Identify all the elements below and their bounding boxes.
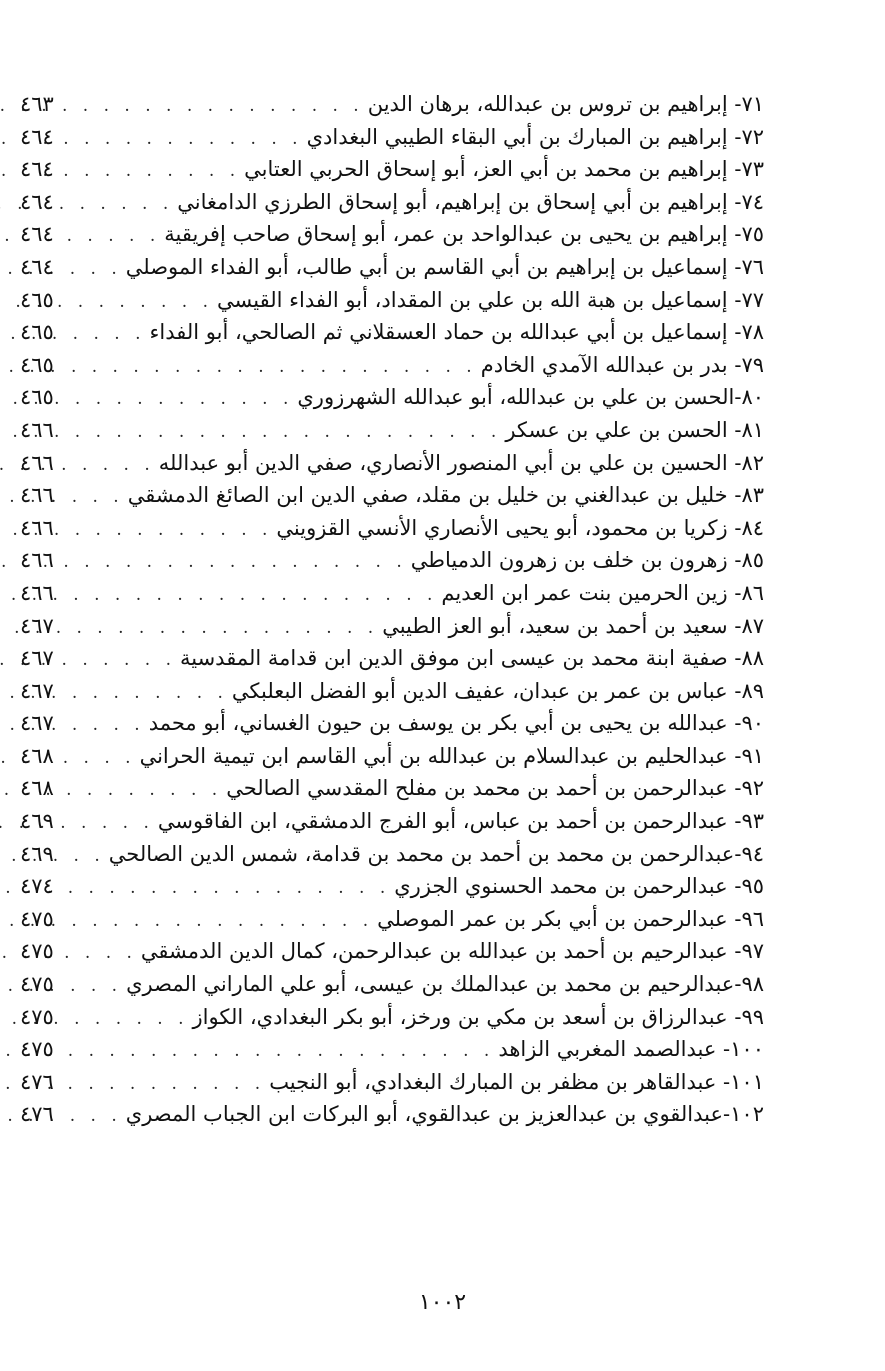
leader-dots bbox=[74, 253, 122, 286]
entry-page-number: ٤٦٧ bbox=[20, 613, 54, 638]
entry-number: ٩٦- bbox=[734, 906, 764, 931]
entry-number: ٧٦- bbox=[734, 254, 764, 279]
entry-text: عبدالقاهر بن مظفر بن المبارك البغدادي، أبو النجيب bbox=[269, 1069, 724, 1094]
entry-title bbox=[382, 610, 764, 643]
toc-entry bbox=[20, 903, 764, 936]
entry-text: خليل بن عبدالغني بن خليل بن مقلد، صفي الدين ابن الصائغ الدمشقي bbox=[127, 483, 735, 508]
entry-text: زين الحرمين بنت عمر ابن العديم bbox=[441, 580, 735, 605]
entry-page-number: ٤٧٤ bbox=[20, 874, 54, 899]
entry-text: زكريا بن محمود، أبو يحيى الأنصاري الأنسي القزويني bbox=[276, 515, 735, 540]
entry-number: ٧٢- bbox=[734, 124, 764, 149]
entry-title bbox=[126, 1098, 764, 1131]
leader-dots bbox=[74, 220, 160, 253]
entry-page-number: ٤٧٥ bbox=[20, 939, 54, 964]
entry-title bbox=[441, 577, 764, 610]
entry-number: ٨٣- bbox=[734, 483, 764, 508]
leader-dots bbox=[74, 579, 437, 612]
leader-dots bbox=[74, 905, 373, 938]
entry-text: عبدالرحيم بن محمد بن عبدالملك بن عيسى، أبو علي الماراني المصري bbox=[126, 972, 735, 997]
toc-entry bbox=[20, 1098, 764, 1131]
entry-page-number: ٤٧٥ bbox=[20, 1004, 54, 1029]
entry-text: إبراهيم بن أبي إسحاق بن إبراهيم، أبو إسحاق الطرزي الدامغاني bbox=[177, 189, 735, 214]
entry-title bbox=[159, 447, 764, 480]
entry-title bbox=[244, 153, 764, 186]
entry-page-number: ٤٦٦ bbox=[20, 483, 54, 508]
leader-dots bbox=[74, 351, 477, 384]
leader-dots bbox=[74, 123, 303, 156]
entry-title bbox=[269, 1066, 764, 1099]
entry-title bbox=[109, 838, 764, 871]
entry-page-number: ٤٧٦ bbox=[20, 1069, 54, 1094]
entry-page-number: ٤٦٨ bbox=[20, 743, 54, 768]
toc-entry bbox=[20, 838, 764, 871]
leader-dots bbox=[74, 1035, 494, 1068]
leader-dots bbox=[74, 1003, 189, 1036]
entry-page-number: ٤٦٧ bbox=[20, 646, 54, 671]
entry-text: الحسن بن علي بن عسكر bbox=[505, 417, 735, 442]
entry-text: عبدالرحمن بن محمد الحسنوي الجزري bbox=[394, 874, 735, 899]
entry-number: ١٠٢- bbox=[723, 1102, 764, 1127]
leader-dots bbox=[74, 546, 407, 579]
toc-entry bbox=[20, 740, 764, 773]
toc-entry bbox=[20, 447, 764, 480]
leader-dots bbox=[74, 1100, 122, 1133]
leader-dots bbox=[74, 970, 122, 1003]
entry-text: عبدالرزاق بن أسعد بن مكي بن ورخز، أبو بكر البغدادي، الكواز bbox=[192, 1004, 735, 1029]
entry-page-number: ٤٧٥ bbox=[20, 972, 54, 997]
entry-number: ٧٤- bbox=[734, 189, 764, 214]
entry-page-number: ٤٦٦ bbox=[20, 548, 54, 573]
entry-text: الحسين بن علي بن أبي المنصور الأنصاري، صفي الدين أبو عبدالله bbox=[158, 450, 735, 475]
entry-number: ٩٧- bbox=[734, 939, 764, 964]
toc-entry bbox=[20, 381, 764, 414]
entry-page-number: ٤٧٦ bbox=[20, 1102, 54, 1127]
entry-text: عبدالرحيم بن أحمد بن عبدالله بن عبدالرحمن، كمال الدين الدمشقي bbox=[140, 939, 735, 964]
entry-number: ٧٧- bbox=[734, 287, 764, 312]
entry-number: ٩٢- bbox=[734, 776, 764, 801]
entry-number: ٩٨- bbox=[734, 972, 764, 997]
toc-entry bbox=[20, 121, 764, 154]
entry-number: ١٠١- bbox=[723, 1069, 764, 1094]
entry-number: ٨٠- bbox=[734, 385, 764, 410]
leader-dots bbox=[74, 840, 105, 873]
entry-title bbox=[232, 675, 764, 708]
entry-text: عبدالقوي بن عبدالعزيز بن عبدالقوي، أبو البركات ابن الجباب المصري bbox=[125, 1102, 724, 1127]
leader-dots bbox=[74, 774, 222, 807]
entry-text: عبدالرحمن بن أبي بكر بن عمر الموصلي bbox=[377, 906, 735, 931]
entry-page-number: ٤٦٧ bbox=[20, 711, 54, 736]
entry-text: إسماعيل بن أبي عبدالله بن حماد العسقلاني ثم الصالحي، أبو الفداء bbox=[149, 320, 735, 345]
entry-title bbox=[149, 316, 764, 349]
entry-number: ٨٢- bbox=[734, 450, 764, 475]
page-number: ١٠٠٢ bbox=[418, 1290, 467, 1315]
entry-page-number: ٤٦٧ bbox=[20, 678, 54, 703]
entry-page-number: ٤٦٦ bbox=[20, 580, 54, 605]
entry-page-number: ٤٦٥ bbox=[20, 287, 54, 312]
entry-page-number: ٤٦٤ bbox=[20, 189, 54, 214]
leader-dots bbox=[74, 449, 155, 482]
entry-text: الحسن بن علي بن عبدالله، أبو عبدالله الشهرزوري bbox=[297, 385, 735, 410]
leader-dots bbox=[74, 677, 228, 710]
leader-dots bbox=[74, 872, 390, 905]
entry-number: ٨١- bbox=[734, 417, 764, 442]
leader-dots bbox=[74, 90, 364, 123]
entry-text: عباس بن عمر بن عبدان، عفيف الدين أبو الفضل البعلبكي bbox=[231, 678, 735, 703]
entry-page-number: ٤٦٥ bbox=[20, 320, 54, 345]
toc-entry bbox=[20, 186, 764, 219]
entry-title bbox=[297, 381, 764, 414]
entry-text: إبراهيم بن تروس بن عبدالله، برهان الدين bbox=[367, 92, 735, 116]
entry-number: ٨٩- bbox=[734, 678, 764, 703]
entry-number: ٩١- bbox=[734, 743, 764, 768]
entry-page-number: ٤٦٤ bbox=[20, 222, 54, 247]
toc-entry bbox=[20, 218, 764, 251]
entry-number: ٨٤- bbox=[734, 515, 764, 540]
entry-number: ٧٣- bbox=[734, 157, 764, 182]
leader-dots bbox=[74, 286, 213, 319]
entry-text: عبدالله بن يحيى بن أبي بكر بن يوسف بن حيون الغساني، أبو محمد bbox=[148, 711, 735, 736]
toc-entry bbox=[20, 284, 764, 317]
entry-title bbox=[276, 512, 764, 545]
entry-page-number: ٤٦٤ bbox=[20, 254, 54, 279]
toc-entry bbox=[20, 512, 764, 545]
entry-text: إبراهيم بن يحيى بن عبدالواحد بن عمر، أبو إسحاق صاحب إفريقية bbox=[164, 222, 735, 247]
entry-title bbox=[377, 903, 764, 936]
toc-entry bbox=[20, 1066, 764, 1099]
leader-dots bbox=[74, 416, 501, 449]
entry-number: ٩٣- bbox=[734, 809, 764, 834]
table-of-contents bbox=[20, 88, 764, 1131]
leader-dots bbox=[74, 318, 145, 351]
entry-page-number: ٤٦٩ bbox=[20, 841, 54, 866]
leader-dots bbox=[74, 612, 378, 645]
entry-number: ٨٥- bbox=[734, 548, 764, 573]
entry-title bbox=[149, 707, 764, 740]
entry-title bbox=[217, 284, 764, 317]
entry-text: عبدالرحمن بن أحمد بن عباس، أبو الفرج الدمشقي، ابن الفاقوسي bbox=[157, 809, 735, 834]
entry-title bbox=[126, 968, 764, 1001]
entry-title bbox=[180, 642, 764, 675]
toc-entry bbox=[20, 479, 764, 512]
entry-text: عبدالحليم بن عبدالسلام بن عبدالله بن أبي القاسم ابن تيمية الحراني bbox=[139, 743, 735, 768]
toc-entry bbox=[20, 349, 764, 382]
entry-title bbox=[307, 121, 764, 154]
entry-number: ٧٥- bbox=[734, 222, 764, 247]
entry-page-number: ٤٦٦ bbox=[20, 417, 54, 442]
entry-number: ٧٩- bbox=[734, 352, 764, 377]
entry-title bbox=[140, 740, 764, 773]
toc-entry bbox=[20, 870, 764, 903]
entry-title bbox=[505, 414, 764, 447]
toc-entry bbox=[20, 772, 764, 805]
entry-title bbox=[158, 805, 764, 838]
toc-entry bbox=[20, 707, 764, 740]
entry-title bbox=[177, 186, 764, 219]
entry-number: ٩٤- bbox=[734, 841, 764, 866]
leader-dots bbox=[74, 155, 240, 188]
toc-entry bbox=[20, 414, 764, 447]
toc-entry bbox=[20, 675, 764, 708]
entry-title bbox=[368, 88, 764, 121]
entry-text: إسماعيل بن إبراهيم بن أبي القاسم بن أبي طالب، أبو الفداء الموصلي bbox=[125, 254, 735, 279]
entry-number: ٩٩- bbox=[734, 1004, 764, 1029]
entry-page-number: ٤٦٦ bbox=[20, 450, 54, 475]
entry-page-number: ٤٦٩ bbox=[20, 809, 54, 834]
entry-number: ٩٥- bbox=[734, 874, 764, 899]
entry-page-number: ٤٦٨ bbox=[20, 776, 54, 801]
entry-number: ٨٧- bbox=[734, 613, 764, 638]
toc-entry bbox=[20, 577, 764, 610]
entry-text: إسماعيل بن هبة الله بن علي بن المقداد، أبو الفداء القيسي bbox=[217, 287, 735, 312]
entry-text: بدر بن عبدالله الآمدي الخادم bbox=[480, 352, 735, 377]
entry-number: ٧٨- bbox=[734, 320, 764, 345]
entry-text: عبدالرحمن بن محمد بن أحمد بن محمد بن قدامة، شمس الدين الصالحي bbox=[108, 841, 735, 866]
entry-title bbox=[164, 218, 764, 251]
leader-dots bbox=[74, 514, 272, 547]
entry-number: ٩٠- bbox=[734, 711, 764, 736]
leader-dots bbox=[74, 1068, 265, 1101]
toc-entry bbox=[20, 316, 764, 349]
leader-dots bbox=[74, 644, 176, 677]
leader-dots bbox=[74, 807, 154, 840]
entry-number: ١٠٠- bbox=[723, 1037, 764, 1062]
toc-entry bbox=[20, 544, 764, 577]
leader-dots bbox=[74, 383, 293, 416]
entry-page-number: ٤٦٣ bbox=[20, 92, 54, 116]
entry-text: عبدالصمد المغربي الزاهد bbox=[498, 1037, 724, 1062]
toc-entry bbox=[20, 968, 764, 1001]
toc-entry bbox=[20, 88, 764, 121]
entry-number: ٨٨- bbox=[734, 646, 764, 671]
toc-entry bbox=[20, 251, 764, 284]
entry-page-number: ٤٧٥ bbox=[20, 1037, 54, 1062]
entry-title bbox=[226, 772, 764, 805]
entry-text: عبدالرحمن بن أحمد بن محمد بن مفلح المقدسي الصالحي bbox=[226, 776, 735, 801]
leader-dots bbox=[74, 937, 137, 970]
leader-dots bbox=[74, 481, 124, 514]
toc-entry bbox=[20, 610, 764, 643]
entry-page-number: ٤٧٥ bbox=[20, 906, 54, 931]
entry-page-number: ٤٦٥ bbox=[20, 352, 54, 377]
toc-entry bbox=[20, 935, 764, 968]
entry-page-number: ٤٦٤ bbox=[20, 157, 54, 182]
entry-title bbox=[498, 1033, 764, 1066]
entry-number: ٨٦- bbox=[734, 580, 764, 605]
entry-page-number: ٤٦٤ bbox=[20, 124, 54, 149]
leader-dots bbox=[74, 709, 145, 742]
toc-entry bbox=[20, 1001, 764, 1034]
leader-dots bbox=[74, 188, 173, 221]
entry-page-number: ٤٦٥ bbox=[20, 385, 54, 410]
leader-dots bbox=[74, 742, 136, 775]
entry-title bbox=[394, 870, 764, 903]
entry-text: صفية ابنة محمد بن عيسى ابن موفق الدين ابن قدامة المقدسية bbox=[179, 646, 735, 671]
entry-title bbox=[411, 544, 764, 577]
entry-title bbox=[481, 349, 764, 382]
entry-text: إبراهيم بن محمد بن أبي العز، أبو إسحاق الحربي العتابي bbox=[244, 157, 735, 182]
entry-title bbox=[126, 251, 764, 284]
toc-entry bbox=[20, 805, 764, 838]
toc-entry bbox=[20, 642, 764, 675]
entry-title bbox=[141, 935, 764, 968]
entry-text: زهرون بن خلف بن زهرون الدمياطي bbox=[410, 548, 735, 573]
entry-number: ٧١- bbox=[734, 92, 764, 116]
entry-page-number: ٤٦٦ bbox=[20, 515, 54, 540]
toc-entry bbox=[20, 153, 764, 186]
entry-text: إبراهيم بن المبارك بن أبي البقاء الطيبي البغدادي bbox=[306, 124, 735, 149]
entry-text: سعيد بن أحمد بن سعيد، أبو العز الطيبي bbox=[382, 613, 735, 638]
toc-entry bbox=[20, 1033, 764, 1066]
entry-title bbox=[193, 1001, 764, 1034]
entry-title bbox=[128, 479, 764, 512]
